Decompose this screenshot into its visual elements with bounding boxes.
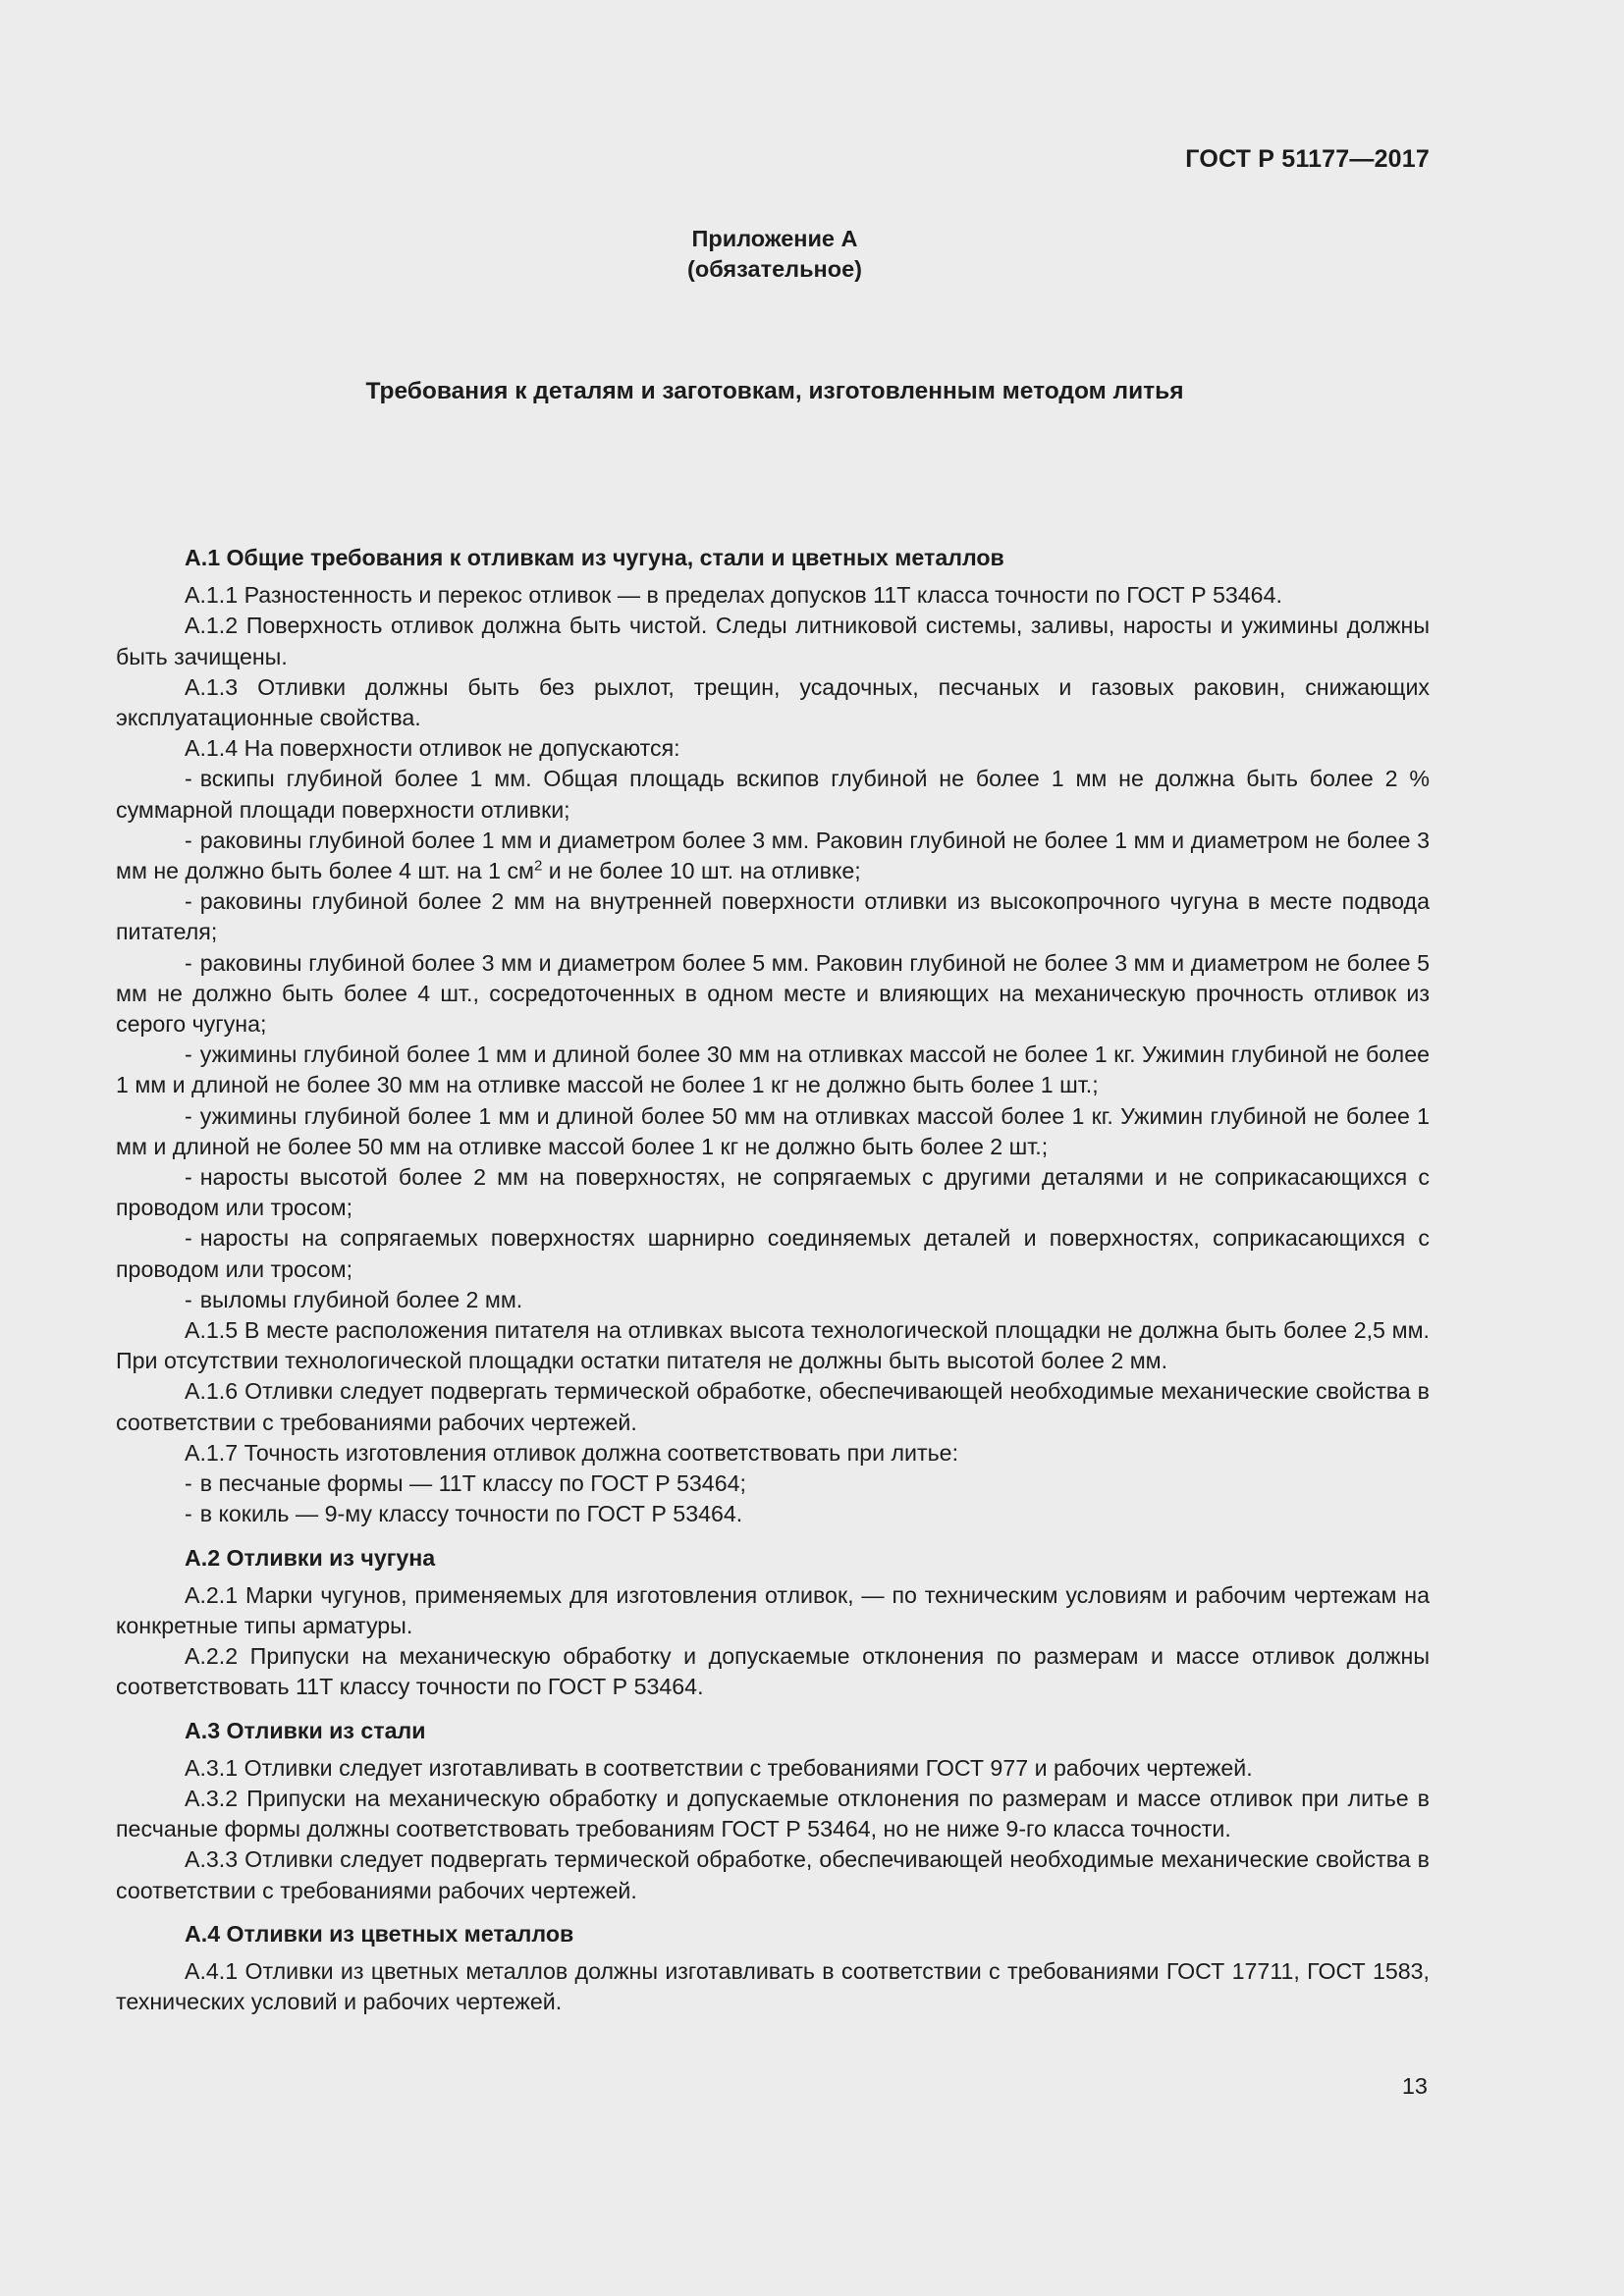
clause-a3-3: А.3.3 Отливки следует подвергать термической обработке, обеспечивающей необходимые механические свойства в соответствии с требованиями рабочих чертежей. [116, 1846, 1430, 1903]
clause-a2-1: А.2.1 Марки чугунов, применяемых для изготовления отливок, — по техническим условиям и рабочим чертежам на конкретные типы арматуры. [116, 1581, 1430, 1638]
dash-marker: - [185, 1164, 192, 1191]
page-number: 13 [1401, 2073, 1428, 2099]
list-item [116, 948, 1430, 1041]
list-item [116, 826, 1430, 886]
list-item-text: ужимины глубиной более 1 мм и длиной более 50 мм на отливках массой более 1 кг. Ужимин глубиной не более 1 мм и длиной не более 50 мм на отливке массой более 1 кг не должно быть более 2 шт.; [116, 1102, 1430, 1159]
superscript: 2 [533, 857, 543, 875]
dash-marker: - [185, 1102, 192, 1129]
list-item [116, 1040, 1430, 1100]
clause-a2-2: А.2.2 Припуски на механическую обработку и допускаемые отклонения по размерам и массе отливок должны соответствовать 11Т классу точности по ГОСТ Р 53464. [116, 1643, 1430, 1700]
list-item [116, 1285, 1430, 1315]
list-item-text: раковины глубиной более 2 мм на внутренней поверхности отливки из высокопрочного чугуна в месте подвода питателя; [116, 888, 1430, 945]
document-code: ГОСТ Р 51177—2017 [1185, 145, 1430, 173]
clause-a1-7: А.1.7 Точность изготовления отливок должна соответствовать при литье: [185, 1439, 959, 1466]
clause-a1-3: А.1.3 Отливки должны быть без рыхлот, трещин, усадочных, песчаных и газовых раковин, снижающих эксплуатационные свойства. [116, 673, 1430, 731]
page-title: Требования к деталям и заготовкам, изготовленным методом литья [365, 378, 1184, 404]
list-item [116, 1223, 1430, 1284]
clause-a1-1: А.1.1 Разностенность и перекос отливок — в пределах допусков 11Т класса точности по ГОСТ Р 53464. [185, 582, 1282, 609]
clause-a1-2: А.1.2 Поверхность отливок должна быть чистой. Следы литниковой системы, заливы, наросты и ужимины должны быть зачищены. [116, 613, 1430, 669]
appendix-label: Приложение А [691, 226, 858, 251]
appendix-block [0, 224, 1549, 285]
dash-marker: - [185, 1225, 192, 1252]
section-heading-a4: А.4 Отливки из цветных металлов [185, 1920, 574, 1947]
clause-a1-6: А.1.6 Отливки следует подвергать термической обработке, обеспечивающей необходимые механические свойства в соответствии с требованиями рабочих чертежей. [116, 1378, 1430, 1435]
clause-a1-4: А.1.4 На поверхности отливок не допускаются: [185, 735, 680, 762]
list-item-text: раковины глубиной более 1 мм и диаметром более 3 мм. Раковин глубиной не более 1 мм и диаметром не более 3 мм не должно быть более 4 шт. на 1 см [116, 827, 1430, 884]
list-item [116, 886, 1430, 947]
dash-marker: - [185, 766, 192, 792]
list-item-text: раковины глубиной более 3 мм и диаметром более 5 мм. Раковин глубиной не более 3 мм и диаметром не более 5 мм не должно быть более 4 шт., сосредоточенных в одном месте и влияющих на механическую прочность отливок из серого чугуна; [116, 949, 1430, 1038]
document-body [116, 543, 1430, 2017]
section-heading-a2: А.2 Отливки из чугуна [185, 1544, 436, 1571]
clause-a1-5: А.1.5 В месте расположения питателя на отливках высота технологической площадки не должна быть более 2,5 мм. При отсутствии технологической площадки остатки питателя не должны быть высотой более 2 мм. [116, 1317, 1430, 1374]
list-item-text: ужимины глубиной более 1 мм и длиной более 30 мм на отливках массой не более 1 кг. Ужимин глубиной не более 1 мм и длиной не более 30 мм на отливке массой не более 1 кг не должно быть более 1 шт.; [116, 1041, 1430, 1098]
appendix-status: (обязательное) [687, 256, 862, 282]
list-item-text: в песчаные формы — 11Т классу по ГОСТ Р 53464; [199, 1470, 746, 1497]
list-item [116, 1162, 1430, 1223]
dash-marker: - [185, 1041, 192, 1068]
clause-a4-1: А.4.1 Отливки из цветных металлов должны изготавливать в соответствии с требованиями ГОСТ 17711, ГОСТ 1583, технических условий и рабочих чертежей. [116, 1957, 1430, 2015]
section-heading-a1: А.1 Общие требования к отливкам из чугуна, стали и цветных металлов [185, 545, 1004, 570]
list-item [116, 764, 1430, 825]
list-item-text: наросты на сопрягаемых поверхностях шарнирно соединяемых деталей и поверхностях, соприкасающихся с проводом или тросом; [116, 1225, 1430, 1282]
dash-marker: - [185, 827, 192, 853]
clause-a3-2: А.3.2 Припуски на механическую обработку и допускаемые отклонения по размерам и массе отливок при литье в песчаные формы должны соответствовать требованиям ГОСТ Р 53464, но не ниже 9-го класса точности. [116, 1785, 1430, 1842]
dash-marker: - [185, 1501, 192, 1527]
list-item [116, 1499, 1430, 1529]
list-item [116, 1468, 1430, 1499]
list-item [116, 1101, 1430, 1162]
list-item-text: наросты высотой более 2 мм на поверхностях, не сопрягаемых с другими деталями и не соприкасающихся с проводом или тросом; [116, 1164, 1430, 1221]
dash-marker: - [185, 949, 192, 976]
section-heading-a3: А.3 Отливки из стали [185, 1717, 426, 1743]
dash-marker: - [185, 1470, 192, 1497]
list-item-text: и не более 10 шт. на отливке; [542, 858, 861, 884]
clause-a3-1: А.3.1 Отливки следует изготавливать в соответствии с требованиями ГОСТ 977 и рабочих чертежей. [185, 1754, 1253, 1781]
list-item-text: выломы глубиной более 2 мм. [199, 1286, 523, 1312]
list-item-text: вскипы глубиной более 1 мм. Общая площадь вскипов глубиной не более 1 мм не должна быть более 2 % суммарной площади поверхности отливки; [116, 766, 1430, 823]
list-item-text: в кокиль — 9-му классу точности по ГОСТ Р 53464. [199, 1501, 743, 1527]
dash-marker: - [185, 888, 192, 915]
dash-marker: - [185, 1286, 192, 1312]
